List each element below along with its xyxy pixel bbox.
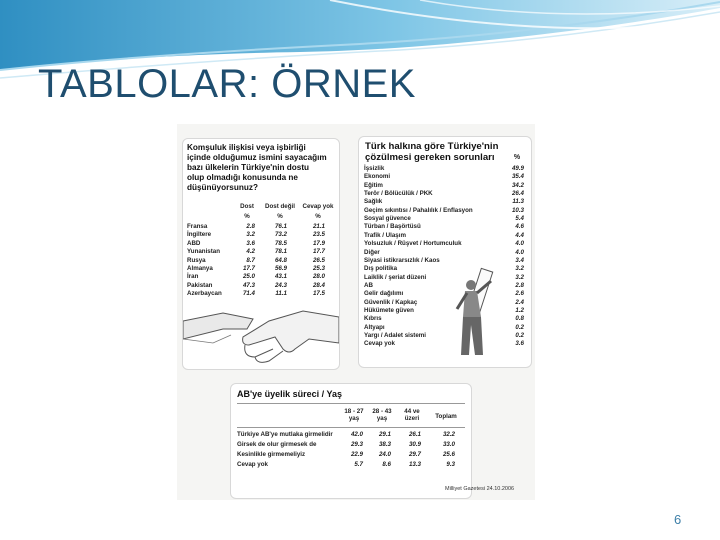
slide-title: TABLOLAR: ÖRNEK (38, 62, 416, 106)
column-header: Dost (240, 203, 254, 210)
neighbors-table-title: Komşuluk ilişkisi veya işbirliği içinde olduğumuz ismini sayacağım bazı ülkelerin Türkiye'nin dostu olup olmadığı konusunda ne düşünüyorsunuz? (187, 143, 327, 192)
table-row: Girsek de olur girmesek de 29.3 38.3 30.9 33.0 (237, 441, 455, 448)
table-row: Yargı / Adalet sistemi 0.2 (364, 332, 524, 339)
unit-label: % (315, 213, 321, 220)
table-row: Hükümete güven 1.2 (364, 306, 524, 314)
table-row: Yolsuzluk / Rüşvet / Hortumculuk 4.0 (364, 240, 524, 248)
header-underline (237, 427, 465, 428)
table-row: İşsizlik 49.9 (364, 165, 524, 172)
table-row: Fransa 2.8 76.1 21.1 (187, 223, 325, 230)
table-row: Sosyal güvence 5.4 (364, 215, 524, 223)
table-row: Türkiye AB'ye mutlaka girmelidir 42.0 29.1 26.1 32.2 (237, 431, 455, 438)
page-number: 6 (674, 512, 682, 527)
table-row: İngiltere 3.2 73.2 23.5 (187, 231, 325, 239)
unit-label: % (277, 213, 283, 220)
table-row: Laiklik / şeriat düzeni 3.2 (364, 273, 524, 281)
table-row: Gelir dağılımı 2.6 (364, 290, 524, 298)
unit-label: % (244, 213, 250, 220)
unit-label: % (513, 154, 521, 161)
table-row: Rusya 8.7 64.8 26.5 (187, 256, 325, 264)
table-row: Türban / Başörtüsü 4.6 (364, 223, 524, 231)
column-header: 18 - 27 yaş (344, 408, 364, 422)
table-row: Ekonomi 35.4 (364, 173, 524, 181)
table-row: Güvenlik / Kapkaç 2.4 (364, 298, 524, 306)
table-row: İran 25.0 43.1 28.0 (187, 273, 325, 281)
column-header: 44 ve üzeri (404, 408, 420, 422)
eu-table-title: AB'ye üyelik süreci / Yaş (237, 389, 343, 399)
handshake-illustration (183, 299, 339, 367)
table-row: Kıbrıs 0.8 (364, 315, 524, 323)
column-header: 28 - 43 yaş (372, 408, 392, 422)
table-row: Altyapı 0.2 (364, 323, 524, 331)
newspaper-clipping (177, 124, 535, 500)
table-row: Eğitim 34.2 (364, 181, 524, 189)
table-row: Cevap yok 3.6 (364, 340, 524, 348)
table-row: Pakistan 47.3 24.3 28.4 (187, 281, 325, 289)
neighbors-table-panel (182, 138, 340, 370)
table-row: Kesinlikle girmemeliyiz 22.9 24.0 29.7 25.6 (237, 451, 455, 458)
table-row: Yunanistan 4.2 78.1 17.7 (187, 248, 325, 256)
table-row: Diğer 4.0 (364, 248, 524, 256)
problems-table-title: Türk halkına göre Türkiye'nin çözülmesi gereken sorunları (365, 141, 499, 163)
column-header: Cevap yok (302, 203, 334, 210)
table-row: ABD 3.6 78.5 17.9 (187, 239, 325, 247)
table-row: Azerbaycan 71.4 11.1 17.5 (187, 290, 325, 298)
table-row: Siyasi istikrarsızlık / Kaos 3.4 (364, 256, 524, 264)
table-row: Dış politika 3.2 (364, 265, 524, 273)
column-header: Toplam (435, 413, 457, 420)
table-row: Sağlık 11.3 (364, 198, 524, 206)
source-caption: Milliyet Gazetesi 24.10.2006 (445, 486, 515, 492)
table-row: AB 2.8 (364, 281, 524, 289)
table-row: Almanya 17.7 56.9 25.3 (187, 265, 325, 272)
eu-membership-table-panel (230, 383, 472, 499)
title-underline (237, 403, 465, 404)
table-row: Trafik / Ulaşım 4.4 (364, 231, 524, 239)
column-header: Dost değil (265, 203, 295, 210)
problems-table-panel (358, 136, 532, 368)
table-row: Geçim sıkıntısı / Pahalılık / Enflasyon 10.3 (364, 206, 524, 214)
table-row: Cevap yok 5.7 8.6 13.3 9.3 (237, 461, 455, 468)
table-row: Terör / Bölücülük / PKK 26.4 (364, 190, 524, 198)
